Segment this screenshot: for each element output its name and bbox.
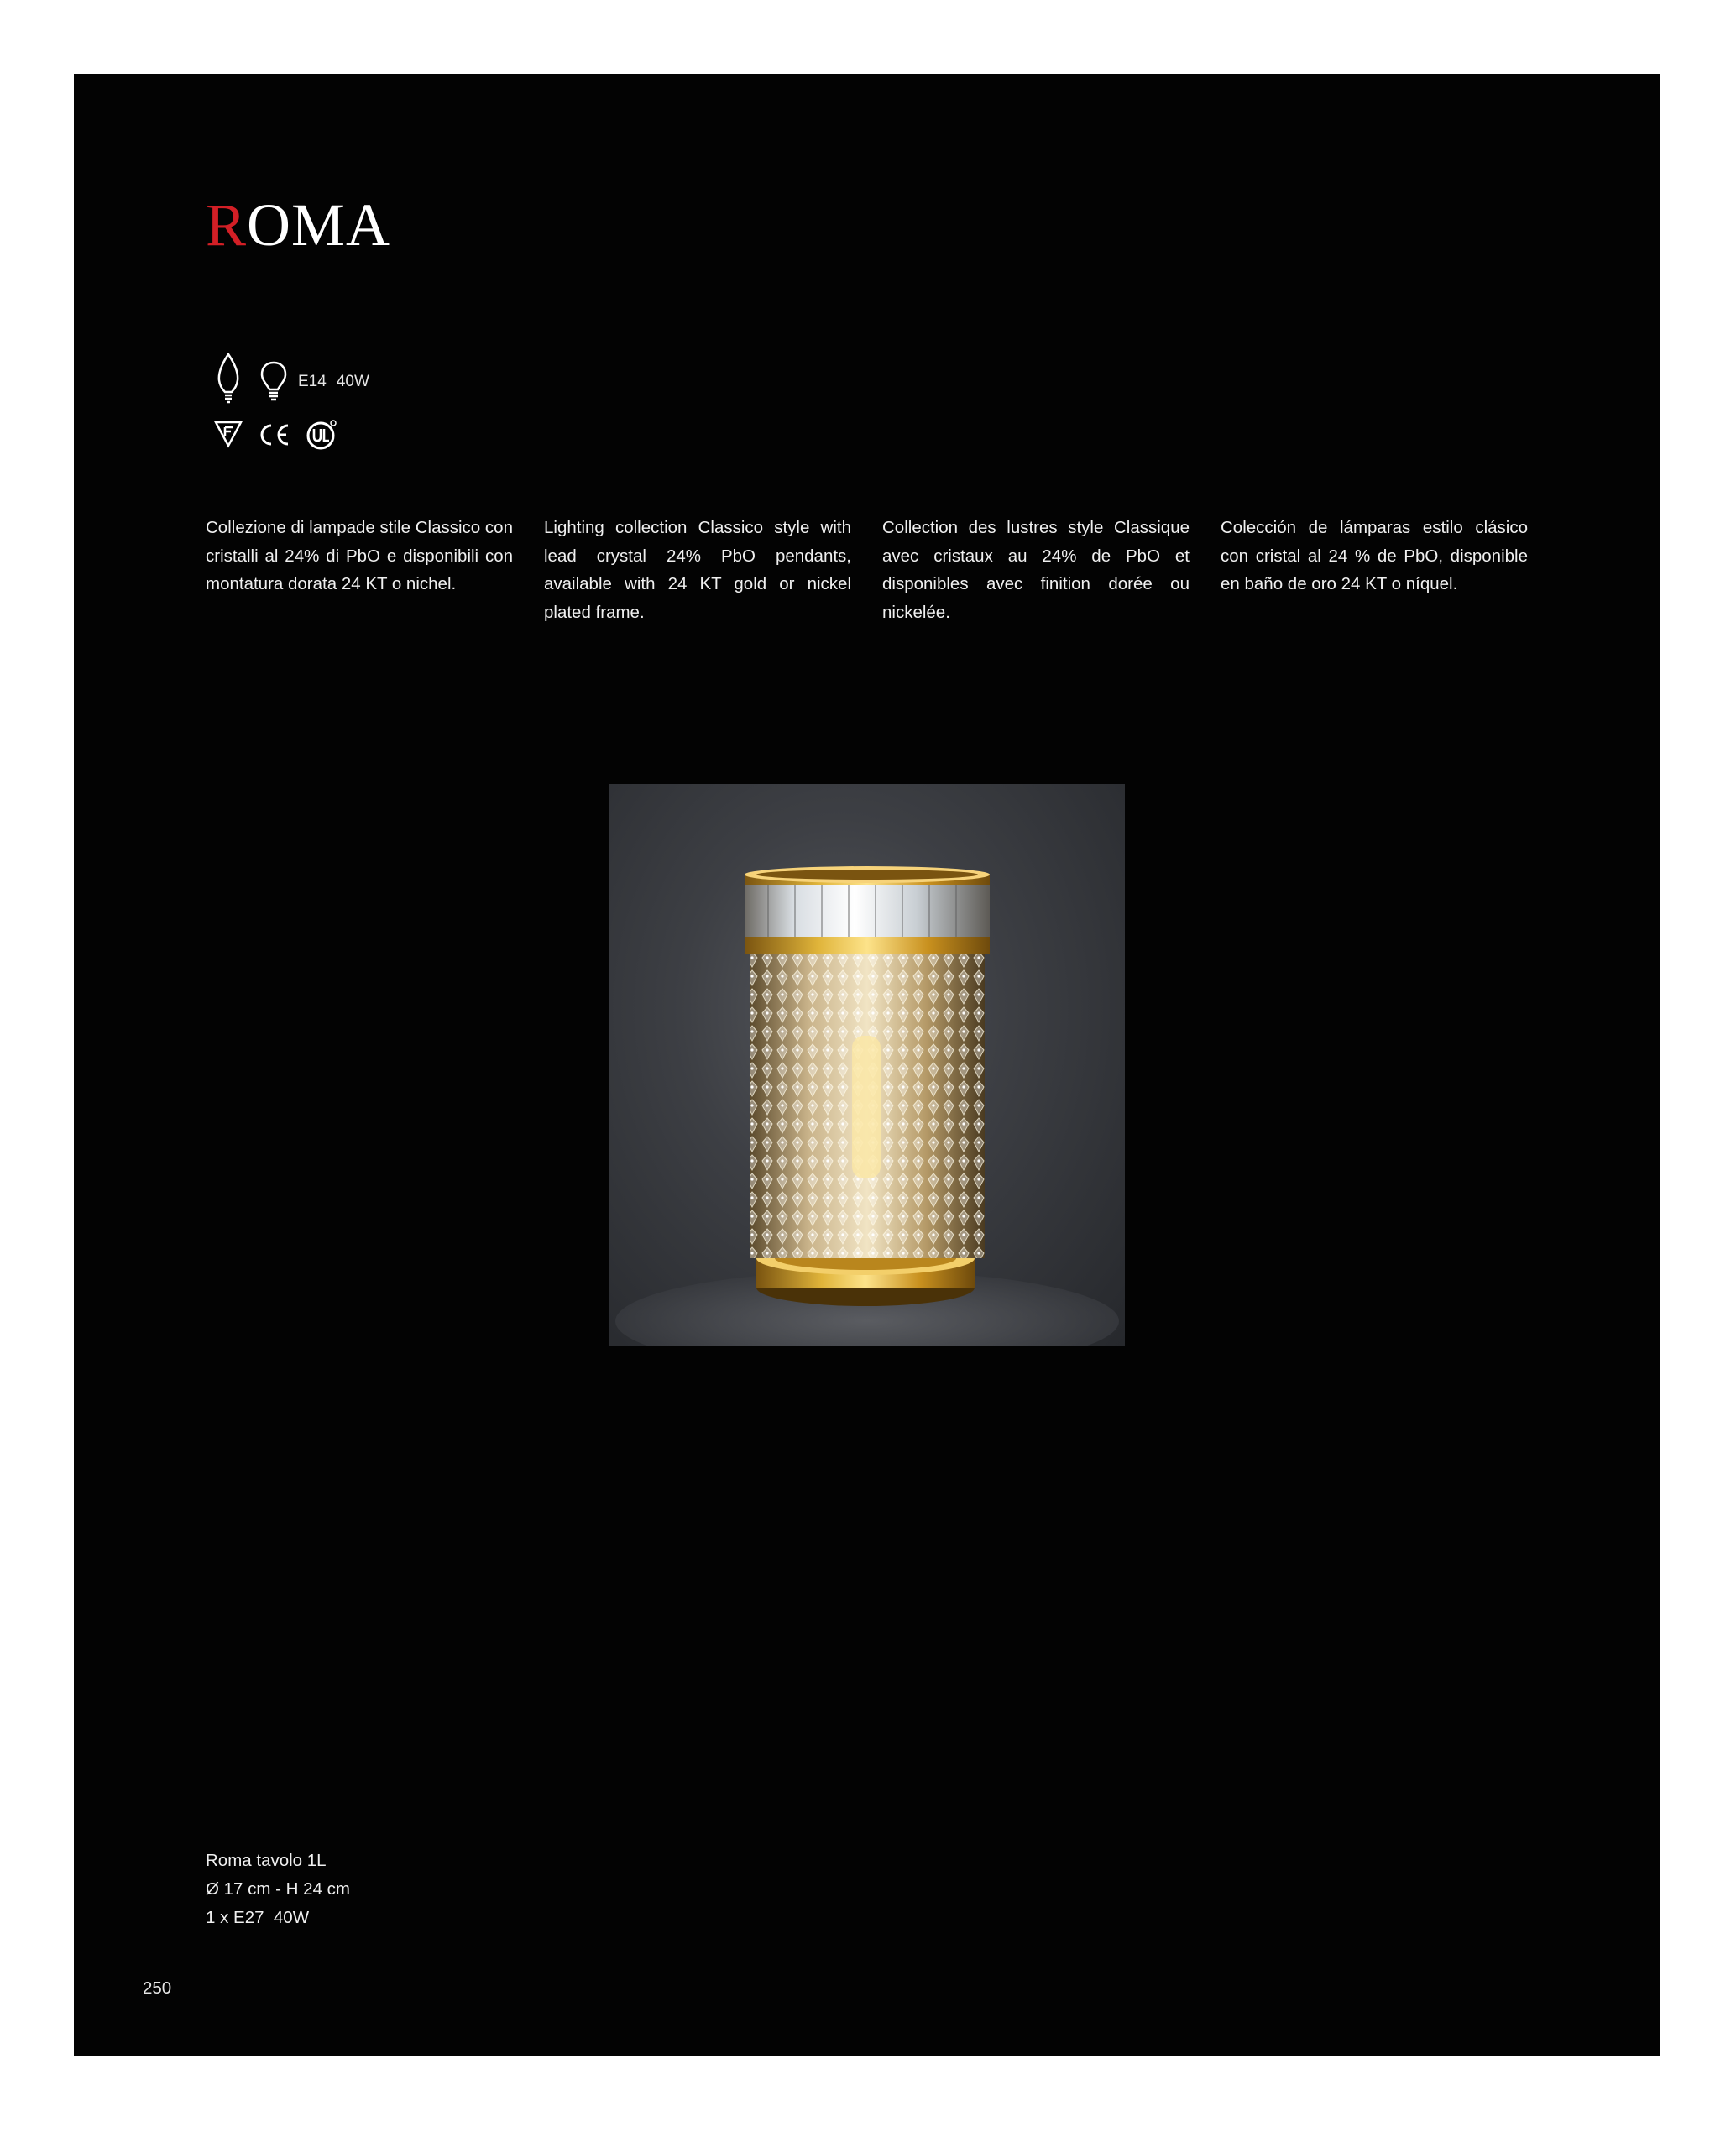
product-name: Roma tavolo 1L [206,1851,327,1870]
product-photo [609,784,1125,1346]
candle-bulb-icon [214,353,243,405]
socket-type: E14 [298,373,327,390]
bulb-spec [298,373,369,391]
page-number: 250 [143,1978,172,1998]
description-italian: Collezione di lampade stile Classico con cristalli al 24% di PbO e disponibili con montatura dorata 24 KT o nichel. [206,518,513,593]
ce-mark-icon [256,423,291,447]
globe-bulb-icon [259,361,288,405]
collection-title [206,191,391,259]
description-spanish: Colección de lámparas estilo clásico con cristal al 24 % de PbO, disponible en baño de oro 24 KT o níquel. [1221,518,1528,593]
crystal-table-lamp-image [609,784,1125,1346]
description-french: Collection des lustres style Classique avec cristaux au 24% de PbO et disponibles avec finition dorée ou nickelée. [882,518,1190,622]
description-english: Lighting collection Classico style with lead crystal 24% PbO pendants, available with 24 KT gold or nickel plated frame. [544,518,851,622]
f-mark-icon [214,420,243,448]
ul-mark-icon [305,418,338,452]
wattage: 40W [336,373,369,390]
product-bulbs: 1 x E27 40W [206,1908,310,1927]
product-caption [206,1847,350,1932]
product-dimensions: Ø 17 cm - H 24 cm [206,1879,351,1899]
title-initial: R [206,191,248,259]
title-rest: OMA [247,191,391,259]
